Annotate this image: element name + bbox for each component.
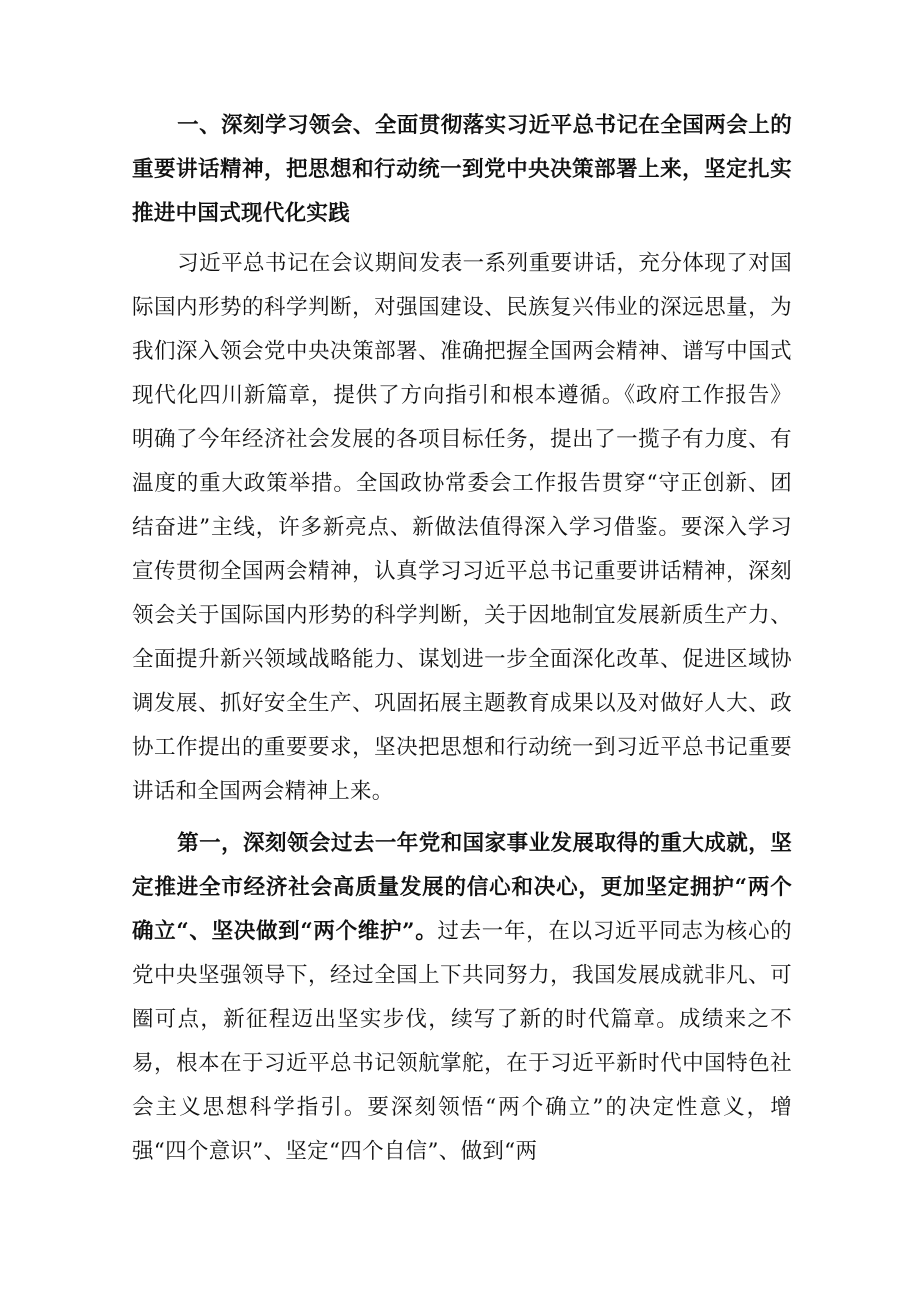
section-heading: 一、深刻学习领会、全面贯彻落实习近平总书记在全国两会上的重要讲话精神，把思想和行动统一到党中央决策部署上来，坚定扎实推进中国式现代化实践 [132, 113, 792, 226]
paragraph-body-text: 过去一年，在以习近平同志为核心的党中央坚强领导下，经过全国上下共同努力，我国发展成就非凡、可圈可点，新征程迈出坚实步伐，续写了新的时代篇章。成绩来之不易，根本在于习近平总书记领航掌舵，在于习近平新时代中国特色社会主义思想科学指引。要深刻领悟“两个确立”的决定性意义，增强“四个意识”、坚定“四个自信”、做到“两 [132, 919, 792, 1164]
paragraph-lead-sentence: 第一，深刻领会过去一年党和国家事业发展取得的重大成就，坚定推进全市经济社会高质量发展的信心和决心，更加坚定拥护“两个确立“、坚决做到“两个维护”。 [132, 831, 792, 944]
body-paragraph [132, 822, 792, 1174]
body-paragraph: 习近平总书记在会议期间发表一系列重要讲话，充分体现了对国际国内形势的科学判断，对强国建设、民族复兴伟业的深远思量，为我们深入领会党中央决策部署、准确把握全国两会精神、谱写中国式现代化四川新篇章，提供了方向指引和根本遵循。《政府工作报告》明确了今年经济社会发展的各项目标任务，提出了一揽子有力度、有温度的重大政策举措。全国政协常委会工作报告贯穿“守正创新、团结奋进”主线，许多新亮点、新做法值得深入学习借鉴。要深入学习宣传贯彻全国两会精神，认真学习习近平总书记重要讲话精神，深刻领会关于国际国内形势的科学判断，关于因地制宜发展新质生产力、全面提升新兴领域战略能力、谋划进一步全面深化改革、促进区域协调发展、抓好安全生产、巩固拓展主题教育成果以及对做好人大、政协工作提出的重要要求，坚决把思想和行动统一到习近平总书记重要讲话和全国两会精神上来。 [132, 251, 792, 804]
